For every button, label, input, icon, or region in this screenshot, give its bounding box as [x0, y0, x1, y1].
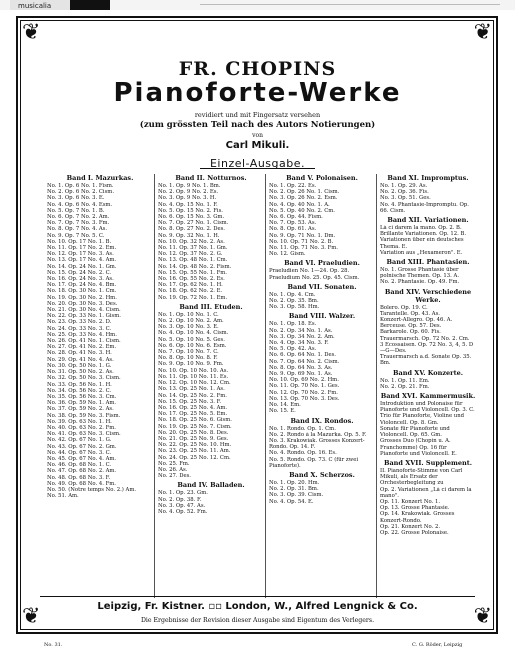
- publisher-line: Leipzig, Fr. Kistner. ▫▫ London, W., Alfred Lengnick & Co.: [97, 601, 418, 612]
- work-entry: No. 9. Op. 71 No. 1. Dm.: [269, 232, 336, 239]
- rights-note: Die Ergebnisse der Revision dieser Ausgabe sind Eigentum des Verlegers.: [140, 617, 375, 624]
- work-entry: No. 4. Op. 15 No. 1. F.: [158, 201, 218, 208]
- editor-name: Carl Mikuli.: [225, 140, 290, 151]
- work-entry: No. 14. Em.: [269, 402, 301, 409]
- work-entry: No. 9. Op. 10 No. 9. Fm.: [158, 361, 224, 368]
- work-entry: No. 1. Rondo. Op. 1. Cm.: [269, 425, 336, 432]
- work-entry: No. 2. Op. 35. Bm.: [269, 298, 319, 305]
- work-entry: No. 18. Op. 30 No. 1. Cm.: [47, 288, 117, 295]
- band-heading: Band VII. Sonaten.: [287, 282, 357, 291]
- work-entry: No. 4. Op. 10 No. 4. Cism.: [158, 330, 229, 337]
- work-entry: No. 11. Op. 71 No. 3. Fm.: [269, 245, 338, 252]
- work-title: Pianoforte-Werke: [113, 78, 402, 108]
- work-entry: Variation aus „Hexameron". E.: [380, 249, 463, 256]
- work-entry: No. 4. Op. 34 No. 3. F.: [269, 340, 329, 347]
- work-entry: No. 7. Op. 7 No. 3. Fm.: [47, 220, 110, 227]
- work-entry: II. Pianoforte-Stimme von Carl Mikuli, als Ersatz der Orchesterbegleitung zu: [380, 467, 463, 487]
- work-entry: No. 6. Op. 15 No. 3. Gm.: [158, 214, 225, 221]
- column-divider: [154, 174, 155, 598]
- band-heading: Band IX. Rondos.: [290, 416, 354, 425]
- work-entry: Tarantelle. Op. 43. As.: [380, 310, 440, 317]
- work-entry: No. 4. Phantasie-Impromptu. Op. 66. Cism.: [380, 201, 469, 214]
- work-entry: No. 42. Op. 67 No. 1. G.: [47, 437, 112, 444]
- edition-label: Einzel-Ausgabe.: [209, 157, 305, 170]
- subtitle-von: von: [252, 132, 263, 139]
- work-entry: No. 3. Op. 6 No. 3. E.: [47, 195, 105, 202]
- work-entry: No. 2. Rondo à la Mazurka. Op. 5. F.: [269, 431, 367, 438]
- work-entry: Op. 22. Grosse Polonaise.: [380, 529, 449, 536]
- band-heading: Band XVI. Kammermusik.: [380, 392, 476, 401]
- work-entry: No. 24. Op. 33 No. 3. C.: [47, 325, 112, 332]
- band-heading: Band I. Mazurkas.: [66, 174, 134, 182]
- work-entry: No. 14. Op. 25 No. 2. Fm.: [158, 392, 227, 399]
- work-entry: No. 3. Op. 51. Ges.: [380, 195, 431, 202]
- work-entry: No. 26. Op. 41 No. 1. Cism.: [47, 338, 121, 345]
- work-entry: No. 3. Krakowiak. Grosses Konzert-Rondo. Op. 14. F.: [269, 437, 365, 451]
- work-entry: No. 29. Op. 41 No. 4. As.: [47, 356, 114, 363]
- work-entry: No. 50. (Notre temps No. 2.) Am.: [47, 486, 137, 493]
- work-entry: No. 2. Op. 21. Fm.: [380, 383, 430, 390]
- work-entry: No. 2. Op. 34 No. 1. As.: [269, 327, 333, 334]
- work-entry: No. 1. Op. 4. Cm.: [269, 291, 316, 298]
- work-entry: No. 20. Op. 25 No. 8. Des.: [158, 429, 229, 436]
- work-entry: No. 1. Op. 22. Es.: [269, 183, 317, 189]
- band-heading: Band XV. Konzerte.: [393, 368, 463, 377]
- work-entry: Praeludien No. 1—24. Op. 28.: [269, 268, 350, 275]
- work-entry: No. 14. Op. 48 No. 2. Fism.: [158, 263, 232, 270]
- work-entry: Bolero. Op. 19. C.: [380, 304, 428, 311]
- work-entry: No. 4. Op. 40 No. 1. A.: [269, 201, 330, 208]
- work-entry: No. 12. Op. 17 No. 3. As.: [47, 251, 114, 258]
- work-entry: No. 13. Op. 17 No. 4. Am.: [47, 257, 117, 264]
- work-entry: No. 35. Op. 56 No. 3. Cm.: [47, 393, 117, 400]
- work-entry: No. 3. Op. 9 No. 3. H.: [158, 195, 217, 202]
- work-entry: No. 8. Op. 7 No. 4. As.: [47, 226, 108, 233]
- work-entry: No. 17. Op. 25 No. 5. Em.: [158, 411, 228, 418]
- corner-ornament-icon: ❦: [22, 20, 41, 45]
- author-title: FR. CHOPINS: [178, 58, 337, 80]
- work-entry: No. 37. Op. 59 No. 2. As.: [47, 406, 114, 413]
- work-entry: No. 19. Op. 72 No. 1. Em.: [158, 294, 228, 301]
- column-divider: [265, 174, 266, 598]
- work-entry: No. 2. Op. 9 No. 2. Es.: [158, 189, 219, 196]
- work-entry: Op. 2. Variationen „Là ci darem la mano".: [380, 486, 472, 499]
- work-entry: No. 4. Op. 54. E.: [269, 498, 314, 505]
- work-entry: No. 3. Op. 58. Hm.: [269, 304, 320, 311]
- work-entry: No. 40. Op. 63 No. 2. Fm.: [47, 424, 116, 431]
- catalog-column-1: [47, 172, 153, 499]
- work-entry: No. 7. Op. 10 No. 7. C.: [158, 349, 219, 356]
- work-entry: No. 5. Op. 42. As.: [269, 346, 317, 353]
- work-entry: No. 3. Op. 34 No. 2. Am.: [269, 333, 335, 340]
- work-entry: No. 16. Op. 55 No. 2. Es.: [158, 276, 225, 283]
- work-entry: Berceuse. Op. 57. Des.: [380, 323, 442, 330]
- work-entry: No. 11. Op. 17 No. 2. Em.: [47, 245, 117, 252]
- work-entry: No. 7. Op. 64 No. 2. Cism.: [269, 358, 340, 365]
- work-entry: No. 3. Op. 10 No. 3. E.: [158, 324, 219, 331]
- work-entry: No. 1. Op. 11. Em.: [380, 377, 430, 384]
- work-entry: Konzert-Allegro. Op. 46. A.: [380, 317, 453, 324]
- work-entry: No. 1. Op. 18. Es.: [269, 321, 317, 328]
- work-entry: No. 1. Op. 6 No. 1. Fism.: [47, 183, 114, 189]
- work-entry: No. 32. Op. 50 No. 3. Cism.: [47, 375, 121, 382]
- work-entry: No. 6. Op. 7 No. 2. Am.: [47, 214, 110, 221]
- work-entry: No. 46. Op. 68 No. 1. C.: [47, 462, 112, 469]
- work-entry: No. 15. Op. 25 No. 3. F.: [158, 398, 222, 405]
- work-entry: No. 2. Phantasie. Op. 49. Fm.: [380, 279, 460, 286]
- work-entry: No. 34. Op. 56 No. 2. C.: [47, 387, 112, 394]
- work-entry: No. 20. Op. 30 No. 3. Des.: [47, 300, 118, 307]
- work-entry: Op. 14. Krakowiak. Grosses Konzert-Rondo.: [380, 511, 455, 524]
- work-entry: Introduktion und Polonaise für Pianoforte und Violoncell. Op. 3. C.: [380, 401, 475, 414]
- printer-credit: C. G. Röder, Leipzig: [412, 642, 463, 648]
- work-entry: No. 8. Op. 27 No. 2. Des.: [158, 226, 225, 233]
- plate-number: No. 31.: [44, 642, 63, 648]
- work-entry: 3 Ecossaisen. Op. 72 No. 3, 4, 5. D—G—Des.: [380, 341, 474, 355]
- band-heading: Band XIV. Verschiedene Werke.: [384, 287, 472, 304]
- work-entry: No. 18. Op. 62 No. 2. E.: [158, 288, 223, 295]
- work-entry: No. 19. Op. 30 No. 2. Hm.: [47, 294, 117, 301]
- work-entry: No. 22. Op. 33 No. 1. Gism.: [47, 313, 121, 320]
- work-entry: No. 6. Op. 64 No. 1. Des.: [269, 352, 336, 359]
- work-entry: No. 43. Op. 67 No. 2. Gm.: [47, 443, 117, 450]
- work-entry: No. 24. Op. 25 No. 12. Cm.: [158, 454, 231, 461]
- work-entry: No. 36. Op. 59 No. 1. Am.: [47, 400, 117, 407]
- band-heading: Band IV. Balladen.: [177, 481, 245, 490]
- work-entry: No. 8. Op. 64 No. 3. As.: [269, 364, 333, 371]
- work-entry: No. 13. Op. 25 No. 1. As.: [158, 386, 225, 393]
- band-heading: Band VIII. Walzer.: [288, 312, 356, 321]
- work-entry: Praeludium No. 25. Op. 45. Cism.: [269, 274, 360, 281]
- work-entry: Brillante Variationen. Op. 12. B.: [380, 231, 467, 238]
- work-entry: No. 3. Op. 47. As.: [158, 502, 206, 509]
- work-entry: No. 12. Op. 37 No. 2. G.: [158, 251, 223, 258]
- work-entry: No. 1. Grosse Phantasie über polnische Themen. Op. 13. A.: [380, 267, 460, 280]
- work-entry: Variationen über ein deutsches Thema. E.: [380, 237, 464, 250]
- band-heading: Band II. Notturnos.: [175, 174, 247, 182]
- work-entry: No. 2. Op. 38. F.: [158, 496, 202, 503]
- work-entry: No. 4. Op. 6 No. 4. Esm.: [47, 201, 113, 208]
- work-entry: No. 4. Op. 52. Fm.: [158, 508, 208, 515]
- work-entry: No. 26. As.: [158, 466, 188, 473]
- work-entry: No. 44. Op. 67 No. 3. C.: [47, 449, 112, 456]
- work-entry: No. 22. Op. 25 No. 10. Hm.: [158, 442, 232, 449]
- work-entry: No. 38. Op. 59 No. 3. Fism.: [47, 412, 121, 419]
- work-entry: No. 2. Op. 31. Bm.: [269, 486, 319, 493]
- work-entry: No. 15. E.: [269, 408, 296, 415]
- band-heading: Band XI. Impromptus.: [387, 174, 469, 182]
- work-entry: No. 21. Op. 25 No. 9. Ges.: [158, 435, 229, 442]
- work-entry: No. 7. Op. 53. As.: [269, 220, 317, 227]
- work-entry: No. 12. Op. 70 No. 2. Fm.: [269, 389, 338, 396]
- band-heading: Band XVII. Supplement.: [383, 458, 473, 467]
- work-entry: No. 1. Op. 29. As.: [380, 183, 428, 189]
- work-entry: No. 8. Op. 10 No. 8. F.: [158, 355, 218, 362]
- work-entry: No. 8. Op. 61. As.: [269, 226, 317, 233]
- work-entry: No. 16. Op. 24 No. 3. As.: [47, 276, 114, 283]
- work-entry: No. 3. Op. 26 No. 2. Esm.: [269, 195, 338, 202]
- work-entry: No. 28. Op. 41 No. 3. H.: [47, 350, 112, 357]
- work-entry: No. 25. Fm.: [158, 460, 190, 467]
- work-entry: No. 45. Op. 67 No. 4. Am.: [47, 455, 117, 462]
- work-entry: No. 1. Op. 23. Gm.: [158, 490, 208, 497]
- work-entry: No. 27. Des.: [158, 473, 191, 480]
- work-entry: Trauermarsch. Op. 72 No. 2. Cm.: [380, 335, 470, 342]
- work-entry: No. 47. Op. 68 No. 2. Am.: [47, 468, 117, 475]
- work-entry: Op. 21. Konzert No. 2.: [380, 523, 441, 530]
- band-heading: Band III. Etuden.: [179, 302, 243, 311]
- work-entry: No. 21. Op. 30 No. 4. Cism.: [47, 307, 121, 314]
- corner-ornament-icon: ❦: [22, 604, 41, 629]
- work-entry: No. 2. Op. 36. Fis.: [380, 189, 429, 196]
- work-entry: No. 41. Op. 63 No. 3. Cism.: [47, 431, 121, 438]
- work-entry: No. 5. Op. 10 No. 5. Ges.: [158, 336, 225, 343]
- work-entry: No. 9. Op. 7 No. 5. C.: [47, 232, 105, 239]
- work-entry: No. 4. Rondo. Op. 16. Es.: [269, 450, 337, 457]
- band-heading: Band XII. Variationen.: [387, 216, 469, 225]
- corner-ornament-icon: ❦: [473, 604, 492, 629]
- work-entry: No. 33. Op. 56 No. 1. H.: [47, 381, 112, 388]
- work-entry: No. 7. Op. 27 No. 1. Cism.: [158, 220, 229, 227]
- publisher-rule: [40, 596, 475, 597]
- work-entry: Trauermarsch a.d. Sonate Op. 35. Bm.: [380, 354, 472, 367]
- work-entry: Là ci darem la mano. Op. 2. B.: [380, 225, 462, 232]
- work-entry: No. 5. Op. 7 No. 1. B.: [47, 207, 105, 214]
- work-entry: No. 10. Op. 71 No. 2. B.: [269, 238, 334, 245]
- work-entry: No. 6. Op. 44. Fism.: [269, 214, 323, 221]
- work-entry: No. 17. Op. 24 No. 4. Bm.: [47, 282, 117, 289]
- work-entry: No. 30. Op. 50 No. 1. G.: [47, 362, 112, 369]
- work-entry: No. 1. Op. 9 No. 1. Bm.: [158, 183, 221, 189]
- work-entry: No. 13. Op. 70 No. 3. Des.: [269, 395, 340, 402]
- top-strip: [0, 0, 515, 10]
- work-entry: No. 31. Op. 50 No. 2. As.: [47, 369, 114, 376]
- band-heading: Band X. Scherzos.: [289, 470, 355, 479]
- work-entry: No. 10. Op. 17 No. 1. B.: [47, 238, 112, 245]
- work-entry: No. 11. Op. 10 No. 11. Es.: [158, 373, 229, 380]
- catalog-column-4: [380, 172, 476, 536]
- work-entry: No. 19. Op. 25 No. 7. Cism.: [158, 423, 232, 430]
- work-entry: No. 5. Op. 15 No. 2. Fis.: [158, 207, 223, 214]
- work-entry: No. 3. Op. 39. Cism.: [269, 492, 324, 499]
- work-entry: No. 10. Op. 32 No. 2. As.: [158, 238, 225, 245]
- work-entry: No. 15. Op. 24 No. 2. C.: [47, 269, 112, 276]
- work-entry: No. 5. Rondo. Op. 73. C (für zwei Pianoforte).: [269, 456, 359, 469]
- column-divider: [376, 174, 377, 598]
- work-entry: No. 49. Op. 68 No. 4. Fm.: [47, 480, 116, 487]
- work-entry: No. 5. Op. 40 No. 2. Cm.: [269, 207, 335, 214]
- subtitle-revision: revidiert und mit Fingersatz versehen: [194, 111, 321, 119]
- catalog-column-3: [269, 172, 375, 505]
- work-entry: No. 2. Op. 10 No. 2. Am.: [158, 318, 224, 325]
- work-entry: No. 39. Op. 63 No. 1. H.: [47, 418, 112, 425]
- work-entry: No. 51. Am.: [47, 493, 79, 500]
- work-entry: Grosses Duo (Chopin u. A. Franchomme) Op. 16 für Pianoforte und Violoncell. E.: [380, 438, 457, 457]
- work-entry: Op. 11. Konzert No. 1.: [380, 498, 441, 505]
- work-entry: No. 23. Op. 33 No. 2. D.: [47, 319, 112, 326]
- work-entry: No. 16. Op. 25 No. 4. Am.: [158, 404, 228, 411]
- work-entry: No. 27. Op. 41 No. 2. Em.: [47, 344, 117, 351]
- corner-ornament-icon: ❦: [473, 20, 492, 45]
- edition-rule: [200, 168, 315, 169]
- work-entry: No. 48. Op. 68 No. 3. F.: [47, 474, 111, 481]
- work-entry: No. 12. Gism.: [269, 251, 306, 258]
- work-entry: No. 14. Op. 24 No. 1. Gm.: [47, 263, 117, 270]
- work-entry: No. 15. Op. 55 No. 1. Fm.: [158, 269, 227, 276]
- work-entry: No. 6. Op. 10 No. 6. Esm.: [158, 342, 227, 349]
- work-entry: No. 11. Op. 70 No. 1. Ges.: [269, 383, 340, 390]
- work-entry: No. 1. Op. 20. Hm.: [269, 479, 320, 486]
- work-entry: Trio für Pianoforte, Violine und Violoncell. Op. 8. Gm.: [380, 413, 464, 426]
- band-heading: Band VI. Praeludien.: [284, 259, 360, 268]
- work-entry: No. 1. Op. 10 No. 1. C.: [158, 311, 219, 318]
- band-heading: Band V. Polonaisen.: [286, 174, 358, 182]
- brand-label: musicalia: [18, 2, 52, 10]
- catalog-column-2: [158, 172, 264, 515]
- work-entry: No. 25. Op. 33 No. 4. Hm.: [47, 331, 117, 338]
- work-entry: No. 10. Op. 69 No. 2. Hm.: [269, 377, 339, 384]
- work-entry: No. 18. Op. 25 No. 6. Gism.: [158, 417, 232, 424]
- subtitle-notation: (zum grössten Teil nach des Autors Notierungen): [139, 120, 376, 130]
- work-entry: No. 9. Op. 32 No. 1. H.: [158, 232, 220, 239]
- work-entry: No. 17. Op. 62 No. 1. H.: [158, 282, 223, 289]
- work-entry: Barkarole. Op. 60. Fis.: [380, 329, 441, 336]
- work-entry: No. 9. Op. 69 No. 1. As.: [269, 371, 333, 378]
- work-entry: No. 11. Op. 37 No. 1. Gm.: [158, 245, 228, 252]
- work-entry: No. 10. Op. 10 No. 10. As.: [158, 367, 229, 374]
- band-heading: Band XIII. Phantasien.: [386, 258, 470, 267]
- work-entry: No. 23. Op. 25 No. 11. Am.: [158, 448, 231, 455]
- work-entry: No. 13. Op. 48 No. 1. Cm.: [158, 257, 228, 264]
- work-entry: Sonate für Pianoforte und Violoncell. Op. 65. Gm.: [380, 425, 450, 439]
- work-entry: No. 2. Op. 6 No. 2. Cism.: [47, 189, 114, 196]
- work-entry: No. 2. Op. 26 No. 1. Cism.: [269, 189, 340, 196]
- work-entry: Op. 13. Grosse Phantasie.: [380, 505, 450, 512]
- work-entry: No. 12. Op. 10 No. 12. Cm.: [158, 380, 231, 387]
